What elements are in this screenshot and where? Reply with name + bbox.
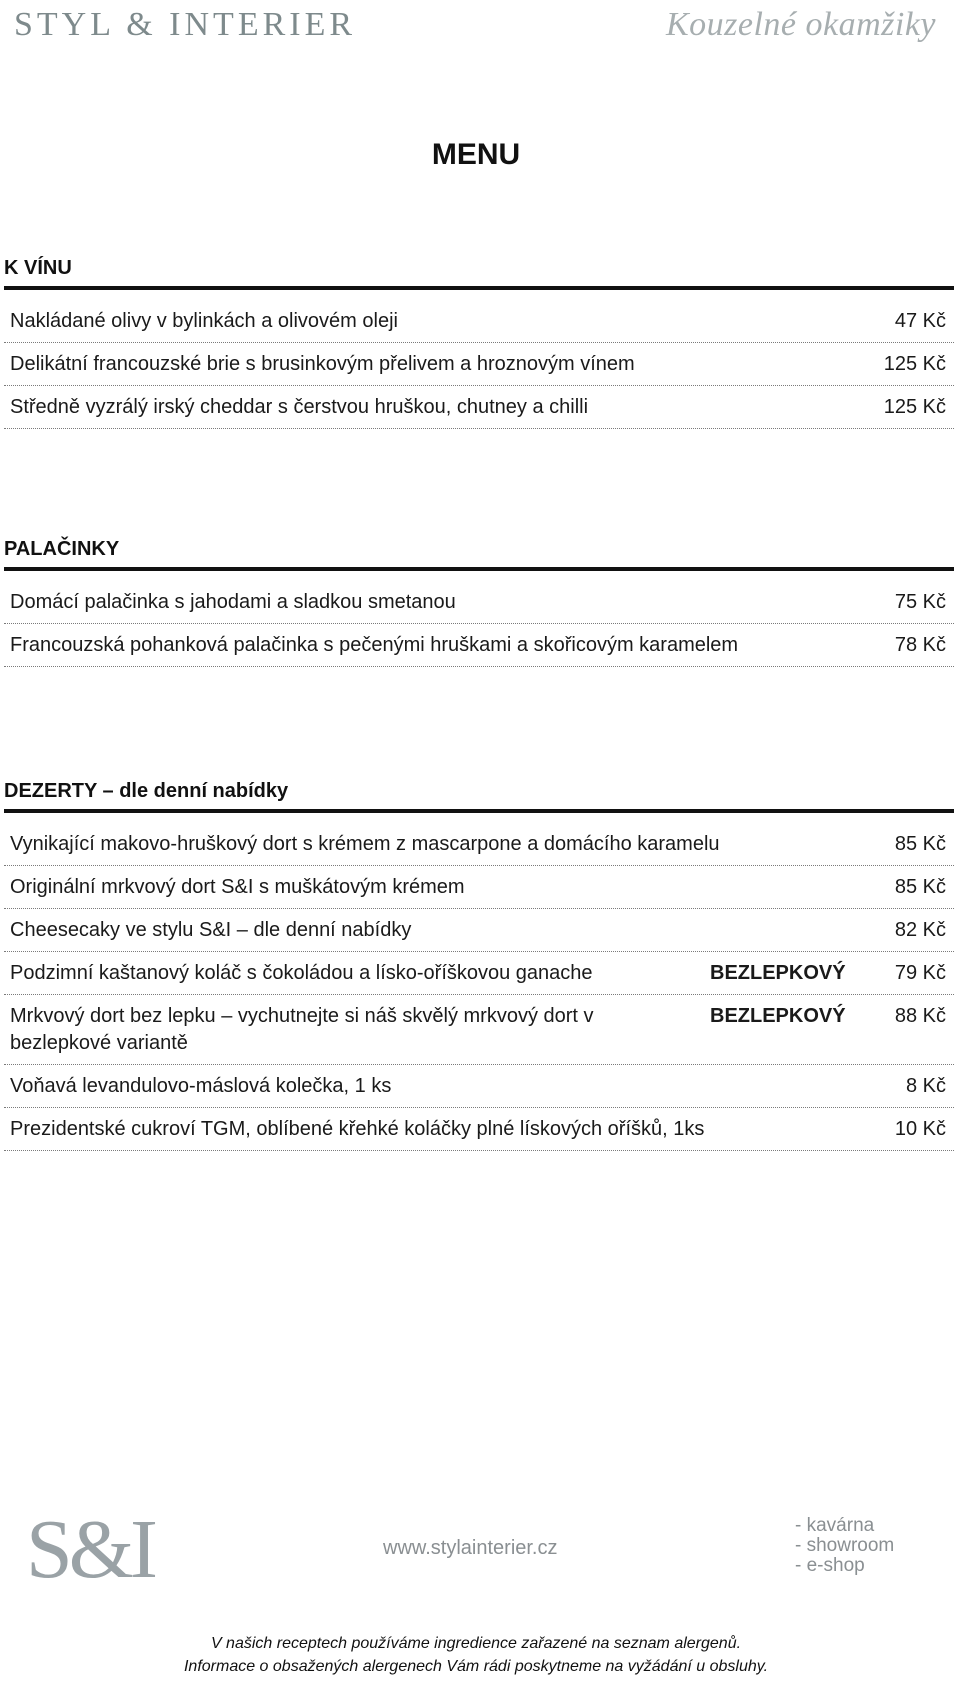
- page-title: MENU: [431, 138, 521, 171]
- menu-item-price: 82 Kč: [894, 919, 946, 941]
- gluten-free-badge: BEZLEPKOVÝ: [710, 962, 846, 984]
- menu-item: [4, 1065, 954, 1108]
- menu-item-price: 125 Kč: [883, 396, 946, 418]
- menu-item-price: 85 Kč: [894, 876, 946, 898]
- menu-item-name: Originální mrkvový dort S&I s muškátovým krémem: [10, 876, 465, 898]
- menu-item-price: 8 Kč: [905, 1075, 946, 1097]
- menu-item-price: 125 Kč: [883, 353, 946, 375]
- menu-item: [4, 995, 954, 1065]
- section-title: K VÍNU: [4, 256, 954, 290]
- website-link[interactable]: www.stylainterier.cz: [383, 1537, 558, 1559]
- menu-item-price: 47 Kč: [894, 310, 946, 332]
- service-item: - showroom: [795, 1535, 895, 1556]
- menu-item-name: Domácí palačinka s jahodami a sladkou smetanou: [10, 591, 456, 613]
- menu-item-name: Francouzská pohanková palačinka s pečenými hruškami a skořicovým karamelem: [10, 634, 739, 656]
- menu-item: [4, 823, 954, 866]
- menu-item-name: Středně vyzrálý irský cheddar s čerstvou hruškou, chutney a chilli: [10, 396, 589, 418]
- menu-item-name: Mrkvový dort bez lepku – vychutnejte si náš skvělý mrkvový dort v bezlepkové variantě: [10, 1005, 594, 1054]
- brand-logo: STYL & INTERIER: [14, 6, 357, 43]
- menu-item-name: Prezidentské cukroví TGM, oblíbené křehké koláčky plné lískových oříšků, 1ks: [10, 1118, 705, 1140]
- section-title: DEZERTY – dle denní nabídky: [4, 779, 954, 813]
- section-dezerty: [4, 779, 954, 1151]
- menu-item: [4, 386, 954, 429]
- menu-item: [4, 581, 954, 624]
- menu-item-price: 85 Kč: [894, 833, 946, 855]
- service-item: - kavárna: [795, 1515, 875, 1536]
- menu-item-name: Delikátní francouzské brie s brusinkovým přelivem a hroznovým vínem: [10, 353, 635, 375]
- si-logo: S&I: [26, 1503, 155, 1596]
- section-palacinky: [4, 537, 954, 667]
- menu-item: [4, 909, 954, 952]
- service-item: - e-shop: [795, 1555, 865, 1576]
- menu-item-price: 79 Kč: [894, 962, 946, 984]
- menu-item-name: Podzimní kaštanový koláč s čokoládou a lísko-oříškovou ganache: [10, 962, 593, 984]
- allergen-note: [0, 1632, 952, 1678]
- menu-item-name: Voňavá levandulovo-máslová kolečka, 1 ks: [10, 1075, 392, 1097]
- menu-item: [4, 343, 954, 386]
- menu-item: [4, 1108, 954, 1151]
- menu-item-price: 10 Kč: [894, 1118, 946, 1140]
- section-k-vinu: [4, 256, 954, 429]
- menu-item-price: 88 Kč: [894, 1005, 946, 1027]
- menu-item: [4, 300, 954, 343]
- menu-item: [4, 866, 954, 909]
- menu-item: [4, 624, 954, 667]
- menu-item-name: Cheesecaky ve stylu S&I – dle denní nabídky: [10, 919, 412, 941]
- gluten-free-badge: BEZLEPKOVÝ: [710, 1005, 846, 1027]
- menu-item-price: 75 Kč: [894, 591, 946, 613]
- brand-tagline: Kouzelné okamžiky: [665, 6, 936, 43]
- menu-item-price: 78 Kč: [894, 634, 946, 656]
- menu-item: [4, 952, 954, 995]
- allergen-note-line: V našich receptech používáme ingredience zařazené na seznam alergenů.: [210, 1635, 742, 1652]
- allergen-note-line: Informace o obsažených alergenech Vám rádi poskytneme na vyžádání u obsluhy.: [183, 1658, 769, 1675]
- menu-item-name: Nakládané olivy v bylinkách a olivovém oleji: [10, 310, 398, 332]
- menu-item-name: Vynikající makovo-hruškový dort s krémem z mascarpone a domácího karamelu: [10, 833, 720, 855]
- section-title: PALAČINKY: [4, 537, 954, 571]
- services-list: [795, 1516, 894, 1576]
